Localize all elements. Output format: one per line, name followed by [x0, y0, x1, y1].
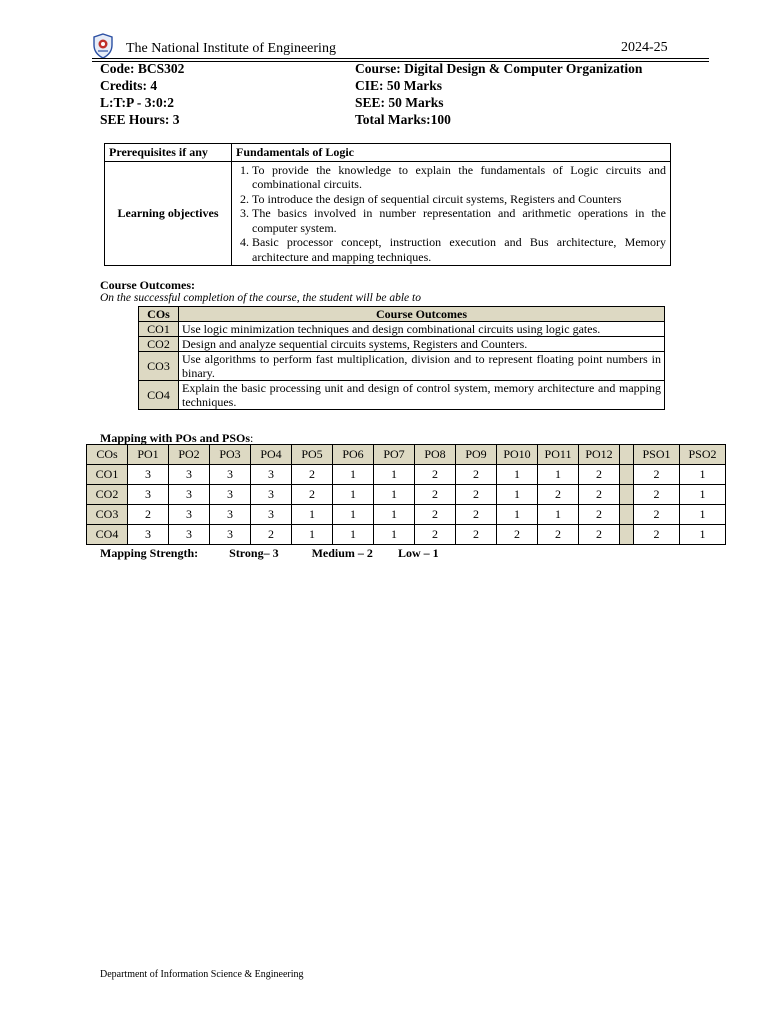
- col-header: PO7: [374, 445, 415, 465]
- mapping-cell: 3: [128, 465, 169, 485]
- mapping-cell: 3: [210, 485, 251, 505]
- co-text: Use logic minimization techniques and design combinational circuits using logic gates.: [179, 322, 665, 337]
- mapping-cell: 2: [634, 505, 680, 525]
- cie-marks: CIE: 50 Marks: [355, 78, 442, 93]
- objectives-cell: [232, 161, 671, 266]
- co-text: Use algorithms to perform fast multiplication, division and to represent floating point numbers in binary.: [179, 352, 665, 381]
- col-header: COs: [87, 445, 128, 465]
- table-row: [87, 525, 726, 545]
- institute-name: The National Institute of Engineering: [126, 41, 336, 56]
- mapping-cell: 2: [415, 465, 456, 485]
- table-row: [139, 337, 665, 352]
- co-id: CO3: [139, 352, 179, 381]
- mapping-cell: 3: [210, 525, 251, 545]
- prerequisites-label: Prerequisites if any: [105, 144, 232, 162]
- objective-item: 4. Basic processor concept, instruction execution and Bus architecture, Memory architecture and mapping techniques.: [252, 235, 666, 264]
- row-label: CO2: [87, 485, 128, 505]
- mapping-cell: 2: [415, 525, 456, 545]
- objective-item: 1. To provide the knowledge to explain the fundamentals of Logic circuits and combinational circuits.: [252, 163, 666, 192]
- table-row: [87, 485, 726, 505]
- strength-strong: Strong– 3: [229, 546, 279, 560]
- course-code: Code: BCS302: [100, 61, 185, 76]
- table-spacer: [620, 445, 634, 465]
- table-spacer: [620, 465, 634, 485]
- co-id: CO2: [139, 337, 179, 352]
- col-header: PO11: [538, 445, 579, 465]
- course-outcomes-subheading: On the successful completion of the course, the student will be able to: [100, 292, 421, 304]
- mapping-cell: 2: [497, 525, 538, 545]
- co-id: CO1: [139, 322, 179, 337]
- mapping-cell: 2: [251, 525, 292, 545]
- objectives-label: Learning objectives: [105, 161, 232, 266]
- header-rule-top: [92, 58, 709, 59]
- col-header: PO9: [456, 445, 497, 465]
- co-text: Design and analyze sequential circuits systems, Registers and Counters.: [179, 337, 665, 352]
- col-header: PO2: [169, 445, 210, 465]
- mapping-cell: 1: [538, 505, 579, 525]
- mapping-cell: 1: [680, 465, 726, 485]
- row-label: CO3: [87, 505, 128, 525]
- objective-item: 3. The basics involved in number representation and arithmetic operations in the computer system.: [252, 206, 666, 235]
- co-id: CO4: [139, 381, 179, 410]
- table-row: [139, 322, 665, 337]
- mapping-cell: 3: [210, 505, 251, 525]
- prerequisites-table: [104, 143, 671, 266]
- mapping-cell: 1: [374, 465, 415, 485]
- table-header-row: [87, 445, 726, 465]
- mapping-cell: 1: [680, 525, 726, 545]
- mapping-cell: 3: [169, 525, 210, 545]
- col-header: PO10: [497, 445, 538, 465]
- mapping-cell: 3: [128, 485, 169, 505]
- objectives-row: [105, 161, 671, 266]
- mapping-cell: 2: [292, 465, 333, 485]
- mapping-cell: 3: [251, 465, 292, 485]
- col-header: PO6: [333, 445, 374, 465]
- mapping-cell: 1: [333, 525, 374, 545]
- mapping-cell: 1: [680, 505, 726, 525]
- col-header-outcomes: Course Outcomes: [179, 307, 665, 322]
- col-header: PO8: [415, 445, 456, 465]
- table-spacer: [620, 525, 634, 545]
- mapping-cell: 3: [128, 525, 169, 545]
- total-marks: Total Marks:100: [355, 112, 451, 127]
- col-header: PO1: [128, 445, 169, 465]
- mapping-heading-colon: :: [250, 431, 254, 445]
- col-header: PSO1: [634, 445, 680, 465]
- mapping-cell: 3: [210, 465, 251, 485]
- mapping-cell: 1: [333, 505, 374, 525]
- institute-crest-icon: [92, 33, 114, 59]
- mapping-cell: 1: [680, 485, 726, 505]
- col-header-cos: COs: [139, 307, 179, 322]
- mapping-cell: 2: [579, 525, 620, 545]
- mapping-cell: 2: [456, 485, 497, 505]
- mapping-cell: 2: [456, 525, 497, 545]
- mapping-cell: 2: [579, 505, 620, 525]
- mapping-cell: 2: [415, 505, 456, 525]
- table-spacer: [620, 505, 634, 525]
- strength-label: Mapping Strength:: [100, 546, 199, 560]
- prerequisites-row: [105, 144, 671, 162]
- mapping-cell: 2: [456, 505, 497, 525]
- mapping-cell: 3: [169, 505, 210, 525]
- mapping-cell: 3: [169, 465, 210, 485]
- strength-medium: Medium – 2: [311, 546, 373, 560]
- mapping-strength-legend: [100, 546, 439, 561]
- mapping-cell: 2: [456, 465, 497, 485]
- mapping-cell: 3: [169, 485, 210, 505]
- table-row: [139, 352, 665, 381]
- objective-item: 2. To introduce the design of sequential circuit systems, Registers and Counters: [252, 192, 666, 207]
- po-pso-mapping-table: [86, 444, 726, 545]
- row-label: CO4: [87, 525, 128, 545]
- objectives-list: [236, 163, 666, 265]
- mapping-heading-text: Mapping with POs and PSOs: [100, 431, 251, 445]
- course-title: Course: Digital Design & Computer Organization: [355, 61, 643, 76]
- col-header: PO4: [251, 445, 292, 465]
- mapping-cell: 2: [292, 485, 333, 505]
- mapping-cell: 1: [497, 465, 538, 485]
- mapping-cell: 2: [634, 525, 680, 545]
- mapping-cell: 1: [497, 485, 538, 505]
- table-spacer: [620, 485, 634, 505]
- see-hours: SEE Hours: 3: [100, 112, 180, 127]
- table-header-row: [139, 307, 665, 322]
- mapping-cell: 1: [538, 465, 579, 485]
- mapping-cell: 3: [251, 485, 292, 505]
- co-text: Explain the basic processing unit and design of control system, memory architecture and mapping techniques.: [179, 381, 665, 410]
- mapping-cell: 2: [538, 525, 579, 545]
- mapping-cell: 2: [634, 465, 680, 485]
- course-outcomes-heading: Course Outcomes:: [100, 278, 195, 292]
- mapping-cell: 1: [374, 505, 415, 525]
- mapping-cell: 2: [579, 465, 620, 485]
- prerequisites-value: Fundamentals of Logic: [232, 144, 671, 162]
- footer-department: Department of Information Science & Engineering: [100, 969, 304, 980]
- ltp: L:T:P - 3:0:2: [100, 95, 174, 110]
- mapping-cell: 1: [292, 525, 333, 545]
- mapping-cell: 1: [292, 505, 333, 525]
- mapping-cell: 2: [634, 485, 680, 505]
- mapping-cell: 1: [497, 505, 538, 525]
- mapping-cell: 2: [579, 485, 620, 505]
- mapping-cell: 3: [251, 505, 292, 525]
- mapping-cell: 1: [333, 465, 374, 485]
- col-header: PSO2: [680, 445, 726, 465]
- table-row: [87, 505, 726, 525]
- strength-low: Low – 1: [397, 546, 439, 560]
- table-row: [139, 381, 665, 410]
- col-header: PO3: [210, 445, 251, 465]
- mapping-cell: 1: [333, 485, 374, 505]
- row-label: CO1: [87, 465, 128, 485]
- table-row: [87, 465, 726, 485]
- course-credits: Credits: 4: [100, 78, 158, 93]
- mapping-cell: 1: [374, 485, 415, 505]
- col-header: PO12: [579, 445, 620, 465]
- see-marks: SEE: 50 Marks: [355, 95, 444, 110]
- course-outcomes-table: [138, 306, 665, 410]
- col-header: PO5: [292, 445, 333, 465]
- mapping-cell: 1: [374, 525, 415, 545]
- academic-year: 2024-25: [621, 40, 668, 55]
- mapping-cell: 2: [538, 485, 579, 505]
- mapping-cell: 2: [128, 505, 169, 525]
- mapping-cell: 2: [415, 485, 456, 505]
